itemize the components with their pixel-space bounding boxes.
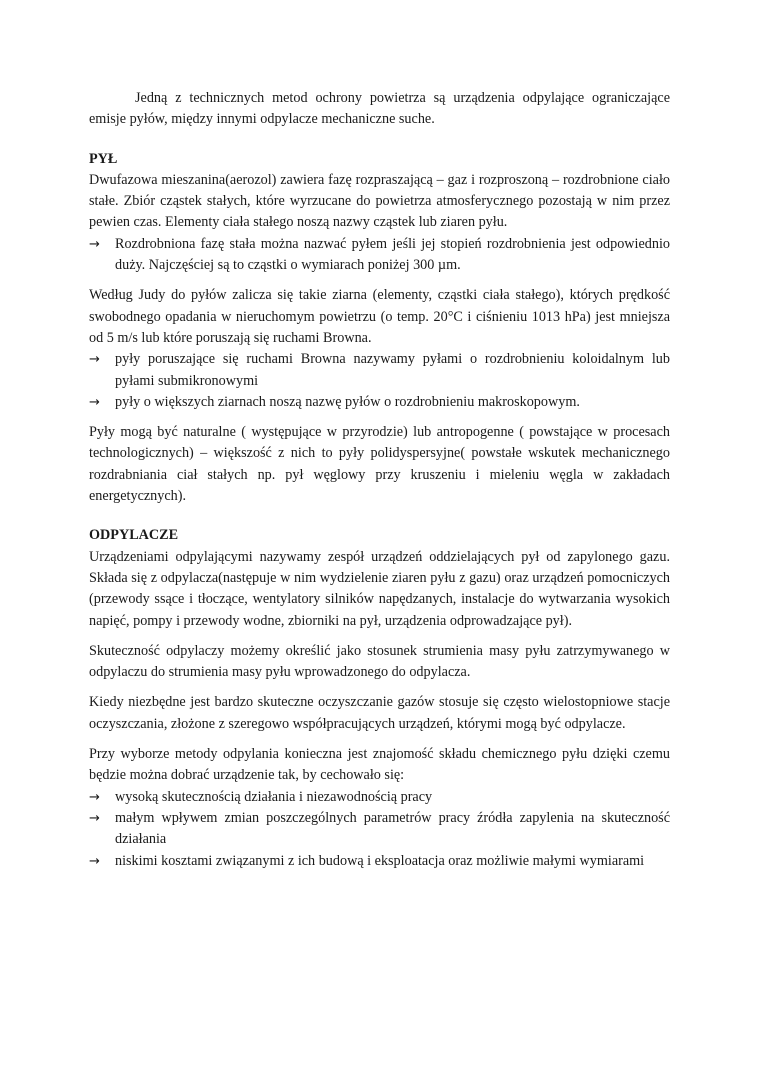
list-item-text: Rozdrobniona fazę stała można nazwać pyłem jeśli jej stopień rozdrobnienia jest odpowiednio duży. Najczęściej są to cząstki o wymiarach poniżej 300 µm. (115, 235, 670, 274)
odpylacze-definition-paragraph: Urządzeniami odpylającymi nazywamy zespół urządzeń oddzielających pył od zapylonego gazu. Składa się z odpylacza(następuje w nim wydzielenie ziaren pyłu z gazu) oraz urządzeń pomocniczych (przewody ssące i tłoczące, wentylatory silników napędzanych, instalacje do wytwarzania wysokich napięć, pompy i przewody wodne, zbiorniki na pył, urządzenia odprowadzające pył). (89, 548, 670, 629)
heading-pyl: PYŁ (89, 150, 118, 167)
pyl-definition-paragraph: Dwufazowa mieszanina(aerozol) zawiera fazę rozpraszającą – gaz i rozproszoną – rozdrobnione ciało stałe. Zbiór cząstek stałych, które wyrzucane do powietrza atmosferycznego pozostają w nim przez pewien czas. Elementy ciała stałego noszą nazwy cząstek lub ziaren pyłu. (89, 171, 670, 231)
list-item-text: wysoką skutecznością działania i niezawodnością pracy (115, 788, 433, 805)
list-item (89, 808, 670, 851)
juda-paragraph: Według Judy do pyłów zalicza się takie ziarna (elementy, cząstki ciała stałego), których prędkość swobodnego opadania w nieruchomym powietrzu (o temp. 20°C i ciśnieniu 1013 hPa) jest mniejsza od 5 m/s lub które poruszają się ruchami Browna. (89, 287, 670, 346)
arrow-bullet-icon: → (89, 352, 100, 368)
document-page (89, 88, 670, 872)
list-item-text: pyły poruszające się ruchami Browna nazywamy pyłami o rozdrobnieniu koloidalnym lub pyłami submikronowymi (115, 351, 670, 389)
heading-odpylacze: ODPYLACZE (89, 527, 179, 544)
list-item (89, 392, 670, 413)
list-item-text: niskimi kosztami związanymi z ich budową i eksploatacja oraz możliwie małymi wymiarami (115, 852, 645, 869)
efficiency-paragraph: Skuteczność odpylaczy możemy określić jako stosunek strumienia masy pyłu zatrzymywanego w odpylaczu do strumienia masy pyłu wprowadzonego do odpylacza. (89, 642, 670, 681)
arrow-bullet-icon: → (89, 789, 100, 805)
list-item (89, 234, 670, 277)
list-item (89, 349, 670, 392)
list-item (89, 787, 670, 808)
list-item (89, 851, 670, 872)
pyl-definition-list (89, 234, 670, 277)
arrow-bullet-icon: → (89, 394, 100, 410)
list-item-text: małym wpływem zmian poszczególnych parametrów pracy źródła zapylenia na skuteczność działania (115, 809, 670, 848)
origin-paragraph: Pyły mogą być naturalne ( występujące w przyrodzie) lub antropogenne ( powstające w procesach technologicznych) – większość z nich to pyły polidyspersyjne( powstałe wskutek mechanicznego rozdrabniania ciał stałych np. pył węglowy przy kruszeniu i mieleniu węgla w zakładach energetycznych). (89, 424, 670, 505)
arrow-bullet-icon: → (89, 853, 100, 869)
selection-paragraph: Przy wyborze metody odpylania konieczna jest znajomość składu chemicznego pyłu dzięki czemu będzie można dobrać urządzenie tak, by cechowało się: (89, 746, 670, 784)
arrow-bullet-icon: → (89, 810, 100, 826)
arrow-bullet-icon: → (89, 236, 100, 252)
list-item-text: pyły o większych ziarnach noszą nazwę pyłów o rozdrobnieniu makroskopowym. (115, 393, 580, 410)
multistage-paragraph: Kiedy niezbędne jest bardzo skuteczne oczyszczanie gazów stosuje się często wielostopniowe stacje oczyszczania, złożone z szeregowo współpracujących urządzeń, którymi mogą być odpylacze. (89, 694, 670, 732)
intro-paragraph: Jedną z technicznych metod ochrony powietrza są urządzenia odpylające ograniczające emisje pyłów, między innymi odpylacze mechaniczne suche. (89, 90, 670, 128)
juda-list (89, 349, 670, 413)
selection-list (89, 787, 670, 872)
